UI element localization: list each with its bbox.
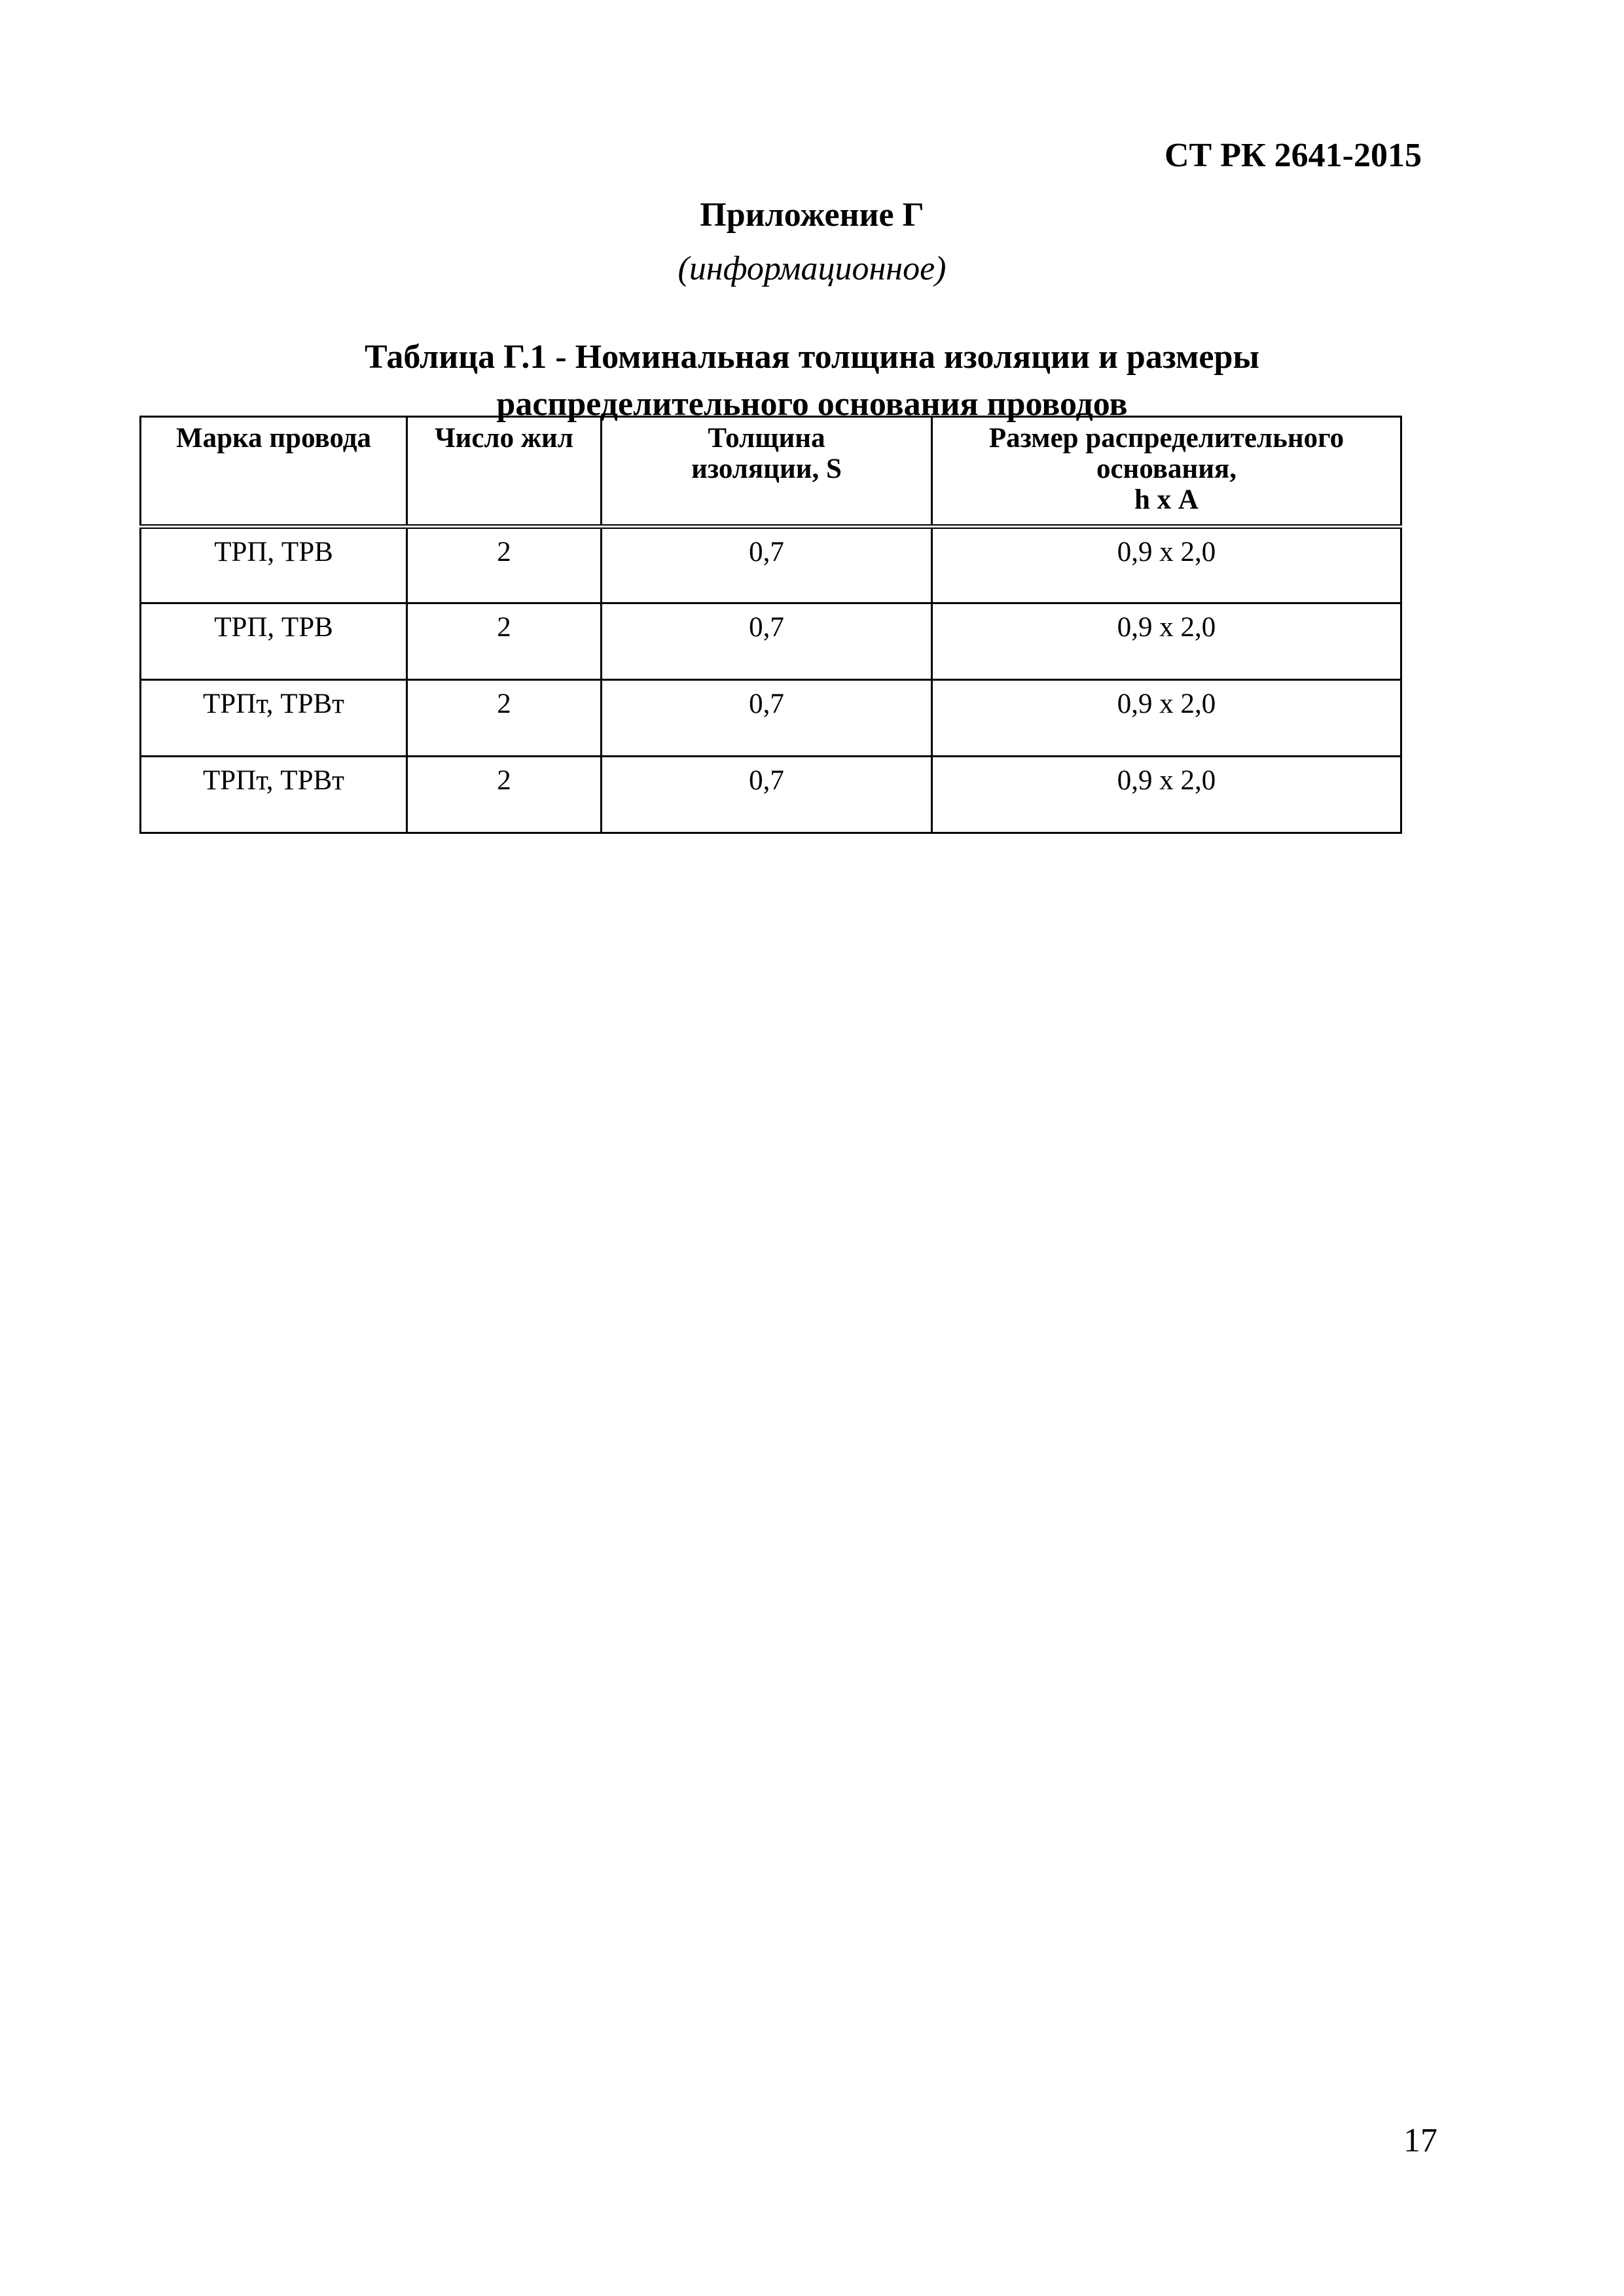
cell-insulation-thickness: 0,7 (602, 603, 932, 680)
header-base-size-line-3: h х А (1134, 484, 1199, 515)
cell-core-count: 2 (407, 527, 602, 603)
header-base-size-line-1: Размер распределительного (988, 423, 1344, 454)
header-wire-grade: Марка провода (141, 417, 407, 527)
cell-core-count: 2 (407, 757, 602, 833)
page-number: 17 (1403, 2122, 1437, 2159)
cell-base-size: 0,9 х 2,0 (932, 527, 1401, 603)
header-base-size (932, 417, 1401, 527)
cell-wire-grade: ТРПт, ТРВт (141, 757, 407, 833)
cell-wire-grade: ТРП, ТРВ (141, 527, 407, 603)
table-caption-line-1: Таблица Г.1 - Номинальная толщина изоляции и размеры (364, 338, 1260, 376)
cell-base-size: 0,9 х 2,0 (932, 680, 1401, 757)
cell-core-count: 2 (407, 603, 602, 680)
cell-insulation-thickness: 0,7 (602, 680, 932, 757)
cell-base-size: 0,9 х 2,0 (932, 757, 1401, 833)
cell-wire-grade: ТРП, ТРВ (141, 603, 407, 680)
header-insulation-thickness-line-2: изоляции, S (691, 454, 842, 484)
table-caption-line-2: распределительного основания проводов (496, 386, 1128, 423)
cell-insulation-thickness: 0,7 (602, 527, 932, 603)
document-code: СТ РК 2641-2015 (1164, 137, 1422, 174)
wire-insulation-table (139, 416, 1402, 834)
table-row (141, 757, 1401, 833)
cell-wire-grade: ТРПт, ТРВт (141, 680, 407, 757)
cell-insulation-thickness: 0,7 (602, 757, 932, 833)
header-core-count: Число жил (407, 417, 602, 527)
header-insulation-thickness (602, 417, 932, 527)
table-row (141, 603, 1401, 680)
table-header-row (141, 417, 1401, 527)
table-row (141, 680, 1401, 757)
table-caption (0, 334, 1624, 428)
cell-base-size: 0,9 х 2,0 (932, 603, 1401, 680)
table-row (141, 527, 1401, 603)
header-base-size-line-2: основания, (1096, 454, 1237, 484)
header-insulation-thickness-line-1: Толщина (708, 423, 825, 454)
cell-core-count: 2 (407, 680, 602, 757)
appendix-subtitle: (информационное) (677, 250, 947, 287)
appendix-title: Приложение Г (700, 196, 924, 234)
